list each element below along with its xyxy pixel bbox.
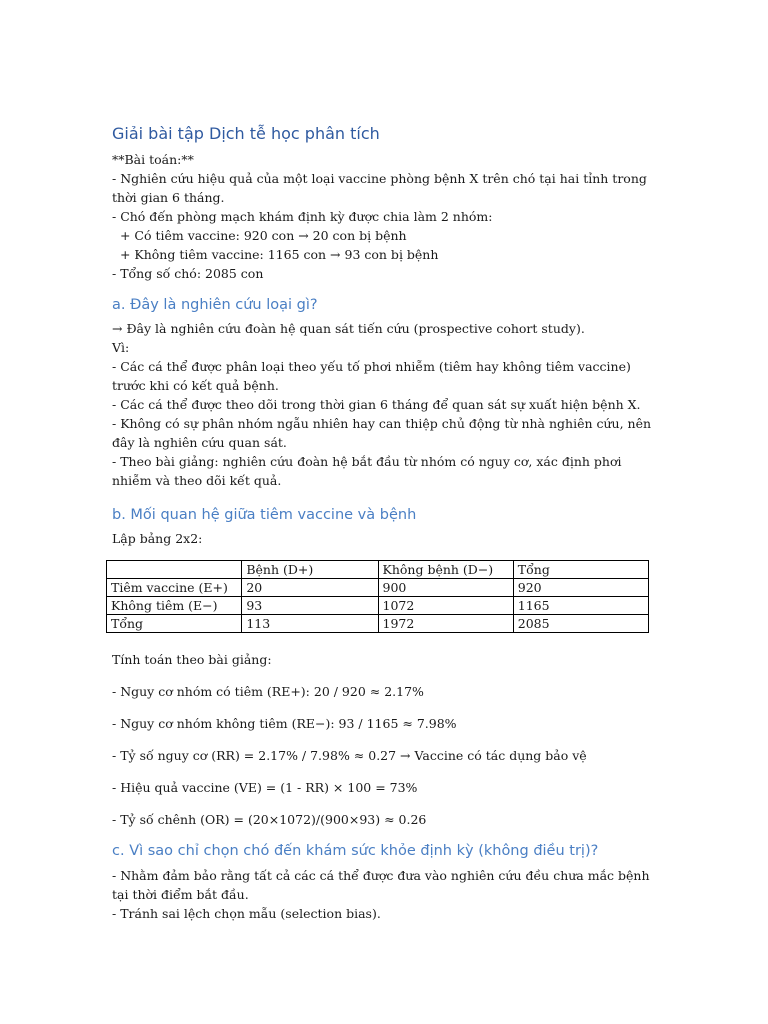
section-a-line: - Theo bài giảng: nghiên cứu đoàn hệ bắt đầu từ nhóm có nguy cơ, xác định phơi nhiễm và theo dõi kết quả. [112, 454, 622, 488]
section-a-heading: a. Đây là nghiên cứu loại gì? [112, 297, 318, 313]
table-cell: Không tiêm (E−) [107, 597, 242, 615]
section-a-line: - Các cá thể được theo dõi trong thời gian 6 tháng để quan sát sự xuất hiện bệnh X. [112, 397, 641, 412]
table-intro: Lập bảng 2x2: [112, 531, 203, 546]
table-row [107, 579, 649, 597]
calc-intro: Tính toán theo bài giảng: [112, 652, 272, 667]
calc-line: - Tỷ số chênh (OR) = (20×1072)/(900×93) ≈ 0.26 [112, 812, 427, 827]
table-header-cell: Bệnh (D+) [242, 561, 378, 579]
document-title: Giải bài tập Dịch tễ học phân tích [112, 124, 380, 143]
section-a-line: Vì: [112, 340, 130, 355]
problem-line: + Có tiêm vaccine: 920 con → 20 con bị bệnh [112, 228, 407, 243]
table-cell: 113 [242, 615, 378, 633]
table-cell: Tiêm vaccine (E+) [107, 579, 242, 597]
problem-line: - Nghiên cứu hiệu quả của một loại vaccine phòng bệnh X trên chó tại hai tỉnh trong thời gian 6 tháng. [112, 171, 647, 205]
table-cell: 20 [242, 579, 378, 597]
table-cell: 920 [513, 579, 648, 597]
table-cell: 2085 [513, 615, 648, 633]
problem-line: - Chó đến phòng mạch khám định kỳ được chia làm 2 nhóm: [112, 209, 493, 224]
table-header-row [107, 561, 649, 579]
table-cell: 900 [378, 579, 513, 597]
table-cell: Tổng [107, 615, 242, 633]
section-b-heading: b. Mối quan hệ giữa tiêm vaccine và bệnh [112, 507, 417, 523]
table-row [107, 597, 649, 615]
section-c-heading: c. Vì sao chỉ chọn chó đến khám sức khỏe định kỳ (không điều trị)? [112, 843, 599, 859]
table-header-cell: Tổng [513, 561, 648, 579]
section-c-line: - Tránh sai lệch chọn mẫu (selection bias). [112, 906, 381, 921]
problem-line: + Không tiêm vaccine: 1165 con → 93 con bị bệnh [112, 247, 439, 262]
calc-line: - Nguy cơ nhóm có tiêm (RE+): 20 / 920 ≈ 2.17% [112, 684, 424, 699]
section-a-line: - Các cá thể được phân loại theo yếu tố phơi nhiễm (tiêm hay không tiêm vaccine) trước khi có kết quả bệnh. [112, 359, 631, 393]
problem-heading: **Bài toán:** [112, 152, 194, 167]
problem-line: - Tổng số chó: 2085 con [112, 266, 264, 281]
table-header-cell [107, 561, 242, 579]
calc-line: - Hiệu quả vaccine (VE) = (1 - RR) × 100 = 73% [112, 780, 418, 795]
table-header-cell: Không bệnh (D−) [378, 561, 513, 579]
calc-line: - Nguy cơ nhóm không tiêm (RE−): 93 / 1165 ≈ 7.98% [112, 716, 457, 731]
section-a-block [112, 319, 657, 490]
calc-line: - Tỷ số nguy cơ (RR) = 2.17% / 7.98% ≈ 0.27 → Vaccine có tác dụng bảo vệ [112, 748, 587, 763]
section-a-line: → Đây là nghiên cứu đoàn hệ quan sát tiến cứu (prospective cohort study). [112, 321, 585, 336]
section-a-line: - Không có sự phân nhóm ngẫu nhiên hay can thiệp chủ động từ nhà nghiên cứu, nên đây là nghiên cứu quan sát. [112, 416, 652, 450]
table-cell: 1165 [513, 597, 648, 615]
table-cell: 1072 [378, 597, 513, 615]
section-c-block [112, 866, 657, 923]
table-cell: 1972 [378, 615, 513, 633]
table-cell: 93 [242, 597, 378, 615]
problem-block [112, 150, 657, 283]
section-c-line: - Nhằm đảm bảo rằng tất cả các cá thể được đưa vào nghiên cứu đều chưa mắc bệnh tại thời điểm bắt đầu. [112, 868, 650, 902]
contingency-table [106, 560, 649, 633]
table-row [107, 615, 649, 633]
